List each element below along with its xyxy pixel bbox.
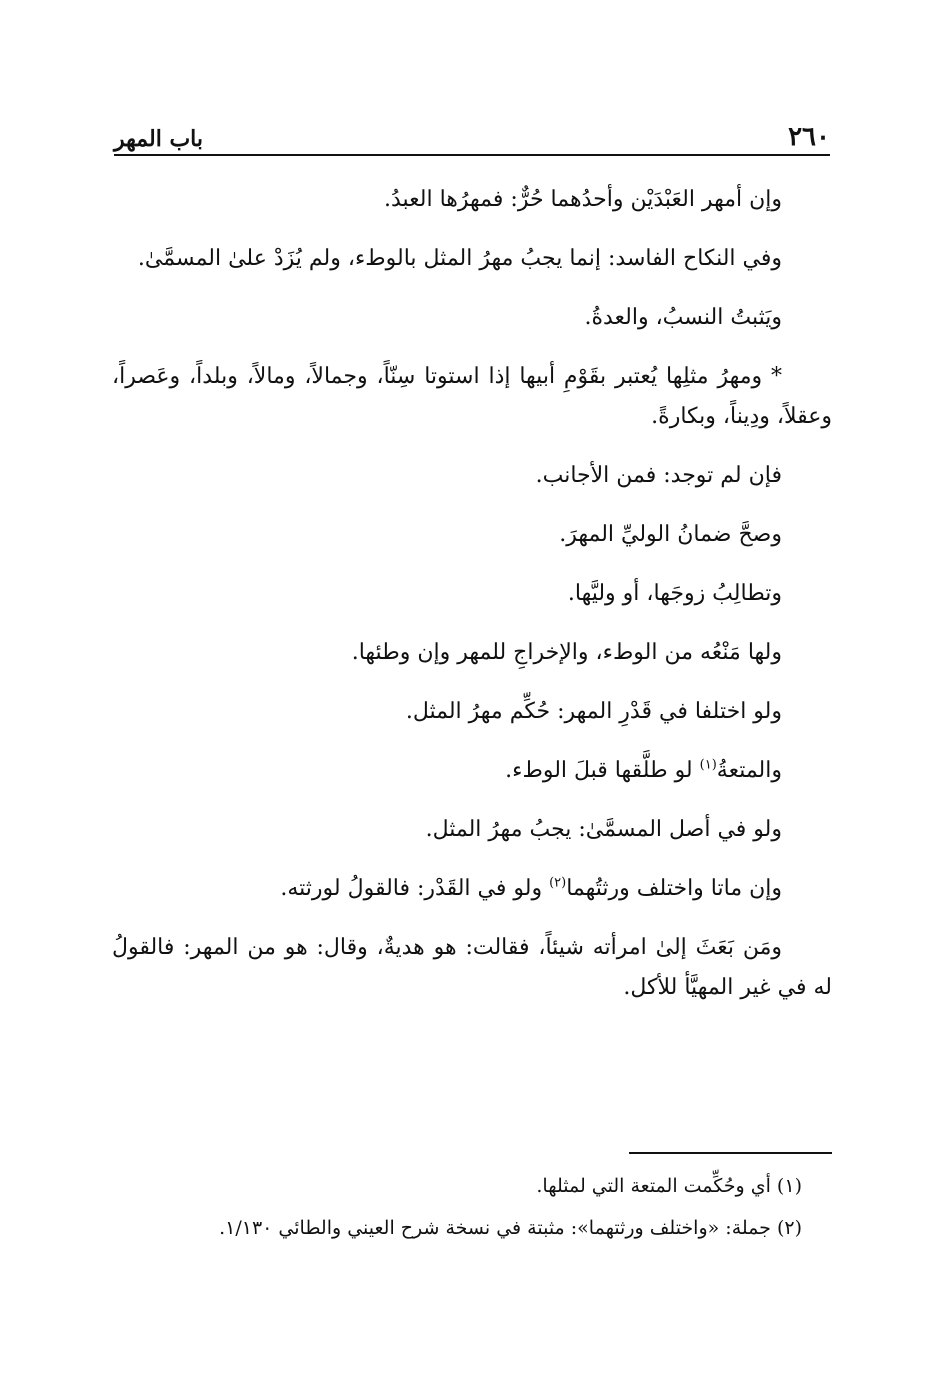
paragraph: ويَثبتُ النسبُ، والعدةُ.: [584, 305, 782, 330]
paragraph: فإن لم توجد: فمن الأجانب.: [535, 463, 782, 488]
paragraph-text: لو طلَّقها قبلَ الوطء.: [505, 758, 700, 783]
paragraph-text: ولو في القَدْر: فالقولُ لورثته.: [280, 876, 550, 901]
footnote-1: (١) أي وحُكِّمت المتعة التي لمثلها.: [536, 1175, 802, 1197]
paragraph: وتطالِبُ زوجَها، أو وليَّها.: [567, 581, 782, 606]
paragraph-text: وإن ماتا واختلف ورثتُهما: [566, 876, 782, 901]
paragraph-text: والمتعةُ: [716, 758, 782, 783]
page-number: ٢٦٠: [788, 122, 830, 152]
main-text: [112, 180, 832, 1027]
paragraph: [112, 751, 832, 791]
paragraph: ومَن بَعَثَ إلىٰ امرأته شيئاً، فقالت: هو هديةٌ، وقال: هو من المهر: فالقولُ له في غير المهيَّأ للأكل.: [112, 935, 832, 1000]
paragraph: وإن أمهر العَبْدَيْن وأحدُهما حُرٌّ: فمهرُها العبدُ.: [384, 187, 782, 212]
footnotes: [112, 1165, 802, 1249]
footnote-divider: [629, 1152, 832, 1154]
footnote-ref-1[interactable]: (١): [699, 757, 717, 773]
footnote-ref-2[interactable]: (٢): [549, 875, 567, 891]
paragraph: ولو اختلفا في قَدْرِ المهر: حُكِّم مهرُ المثل.: [405, 699, 782, 724]
footnote-2: (٢) جملة: «واختلف ورثتهما»: مثبتة في نسخة شرح العيني والطائي ١/١٣٠.: [219, 1217, 802, 1239]
paragraph: ولها مَنْعُه من الوطء، والإخراجِ للمهر وإن وطئها.: [351, 640, 782, 665]
paragraph: وفي النكاح الفاسد: إنما يجبُ مهرُ المثل بالوطء، ولم يُزَدْ علىٰ المسمَّىٰ.: [137, 246, 782, 271]
chapter-title: باب المهر: [114, 126, 204, 152]
paragraph: * ومهرُ مثلِها يُعتبر بقَوْمِ أبيها إذا استوتا سِنّاً، وجمالاً، ومالاً، وبلداً، وعَصراً، وعقلاً، ودِيناً، وبكارةً.: [112, 364, 832, 429]
paragraph: وصحَّ ضمانُ الوليِّ المهرَ.: [559, 522, 782, 547]
paragraph: ولو في أصل المسمَّىٰ: يجبُ مهرُ المثل.: [425, 817, 782, 842]
paragraph: [112, 869, 832, 909]
page-header: [114, 112, 830, 152]
header-divider: [114, 154, 830, 156]
